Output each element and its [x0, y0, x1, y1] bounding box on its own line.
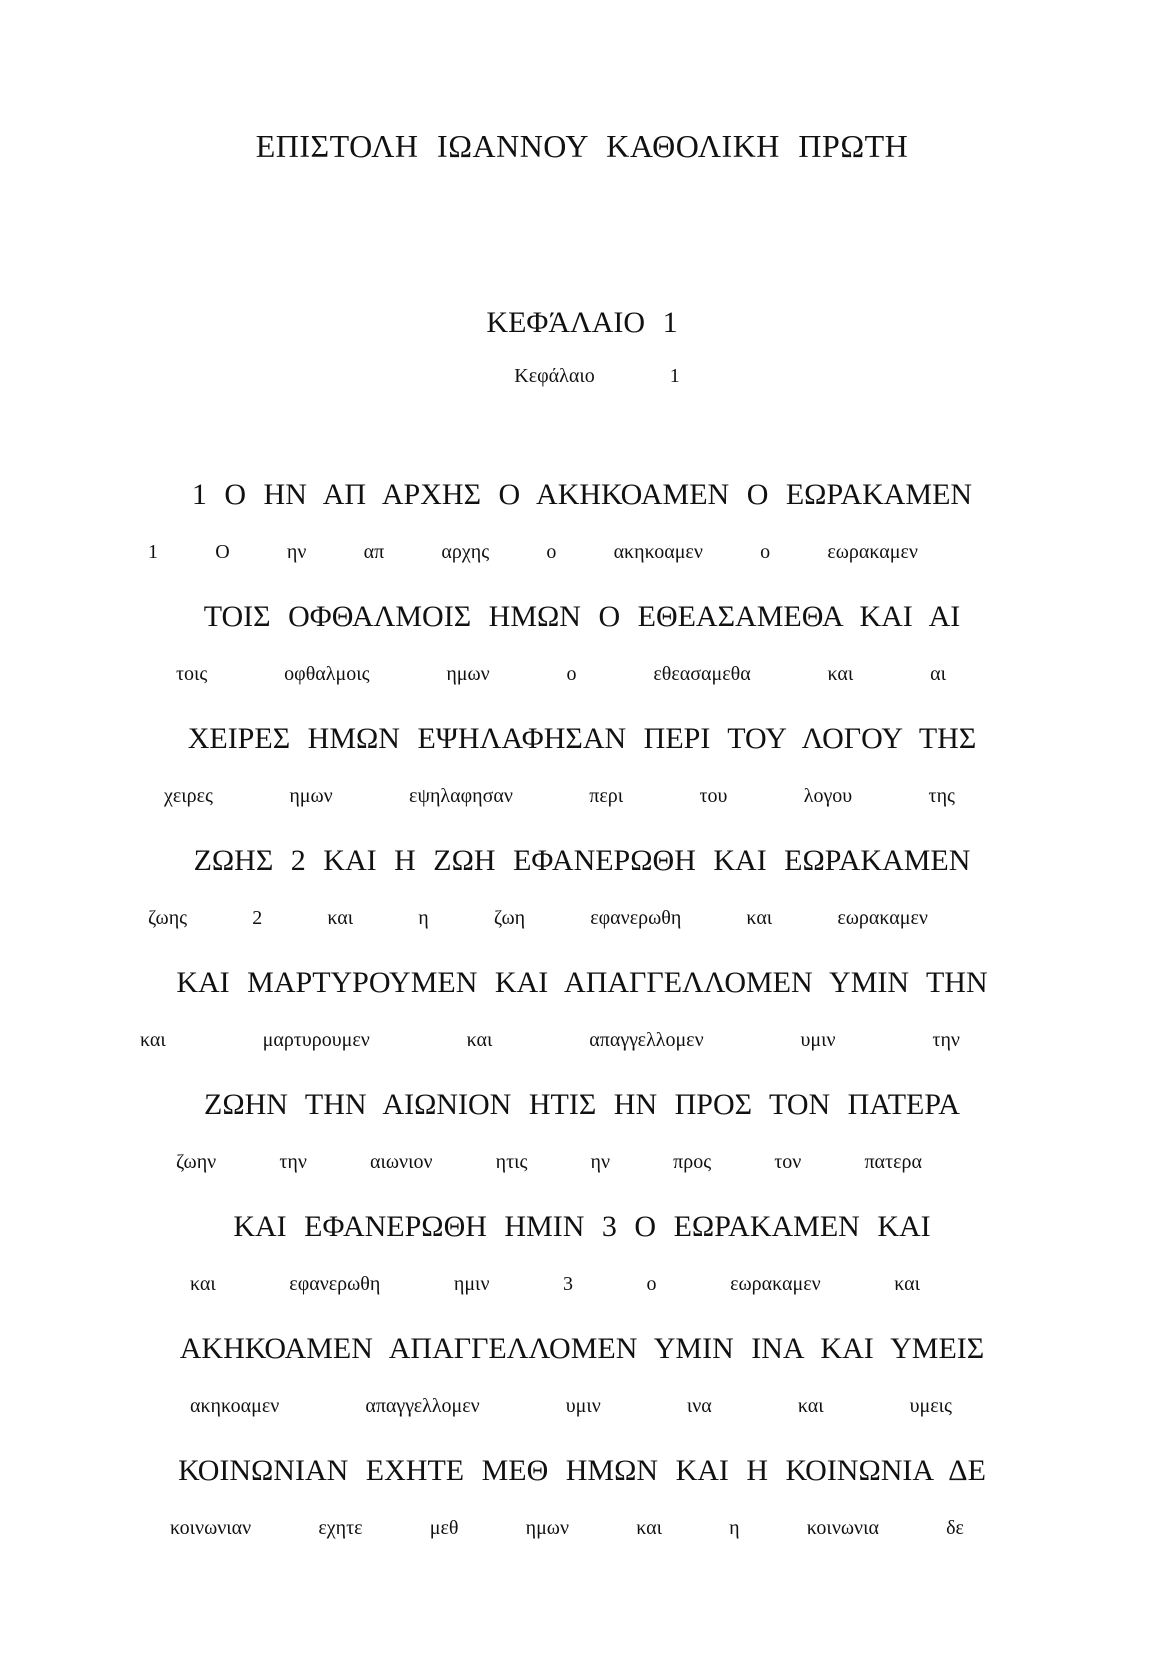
interlinear-word: της	[928, 784, 955, 807]
verse-line-pair	[0, 1210, 1164, 1332]
interlinear-word: και	[140, 1028, 166, 1051]
interlinear-word: ο	[646, 1272, 657, 1295]
interlinear-word: προς	[673, 1150, 712, 1173]
interlinear-word: λογου	[803, 784, 853, 807]
interlinear-word: τοις	[176, 662, 208, 685]
interlinear-word: εωρακαμεν	[827, 540, 918, 563]
lowercase-line	[190, 1264, 920, 1304]
interlinear-word: εφανερωθη	[289, 1272, 381, 1295]
uppercase-line: ΧΕΙΡΕΣ ΗΜΩΝ ΕΨΗΛΑΦΗΣΑΝ ΠΕΡΙ ΤΟΥ ΛΟΓΟΥ ΤΗΣ	[187, 722, 977, 755]
verse-line-pair	[0, 844, 1164, 966]
interlinear-word: οφθαλμοις	[284, 662, 370, 685]
lowercase-line	[140, 1020, 960, 1060]
interlinear-word: ο	[760, 540, 771, 563]
interlinear-word: πατερα	[864, 1150, 922, 1173]
interlinear-word: κοινωνιαν	[170, 1516, 252, 1539]
interlinear-word: η	[418, 906, 429, 929]
chapter-heading-uppercase: ΚΕΦΆΛΑΙΟ 1	[486, 306, 678, 339]
interlinear-word: ακηκοαμεν	[613, 540, 703, 563]
uppercase-line: ΚΑΙ ΜΑΡΤΥΡΟΥΜΕΝ ΚΑΙ ΑΠΑΓΓΕΛΛΟΜΕΝ ΥΜΙΝ ΤΗΝ	[176, 966, 988, 999]
interlinear-word: 3	[563, 1272, 574, 1295]
lowercase-line	[176, 654, 946, 694]
interlinear-word: ζωην	[176, 1150, 217, 1173]
interlinear-word: Ο	[215, 540, 230, 563]
interlinear-word: μαρτυρουμεν	[262, 1028, 370, 1051]
chapter-word: Κεφάλαιο	[514, 365, 595, 387]
interlinear-word: και	[894, 1272, 920, 1295]
interlinear-word: ημων	[289, 784, 333, 807]
interlinear-word: ην	[286, 540, 307, 563]
interlinear-word: εφανερωθη	[590, 906, 682, 929]
interlinear-word: ο	[546, 540, 557, 563]
interlinear-word: ημων	[525, 1516, 569, 1539]
interlinear-word: εψηλαφησαν	[409, 784, 513, 807]
interlinear-word: εωρακαμεν	[730, 1272, 821, 1295]
verse-line-pair	[0, 1088, 1164, 1210]
verse-line-pair	[0, 1454, 1164, 1576]
interlinear-word: 2	[252, 906, 263, 929]
interlinear-word: και	[190, 1272, 216, 1295]
interlinear-word: η	[729, 1516, 740, 1539]
uppercase-line: ΤΟΙΣ ΟΦΘΑΛΜΟΙΣ ΗΜΩΝ Ο ΕΘΕΑΣΑΜΕΘΑ ΚΑΙ ΑΙ	[203, 600, 961, 633]
uppercase-line: ΖΩΗΝ ΤΗΝ ΑΙΩΝΙΟΝ ΗΤΙΣ ΗΝ ΠΡΟΣ ΤΟΝ ΠΑΤΕΡΑ	[204, 1088, 960, 1121]
lowercase-line	[148, 898, 928, 938]
interlinear-word: την	[279, 1150, 307, 1173]
interlinear-word: ακηκοαμεν	[190, 1394, 280, 1417]
uppercase-line: ΚΑΙ ΕΦΑΝΕΡΩΘΗ ΗΜΙΝ 3 Ο ΕΩΡΑΚΑΜΕΝ ΚΑΙ	[233, 1210, 931, 1243]
interlinear-text	[0, 478, 1164, 1576]
interlinear-word: ινα	[686, 1394, 712, 1417]
interlinear-word: ημιν	[453, 1272, 490, 1295]
interlinear-word: αιωνιον	[370, 1150, 433, 1173]
lowercase-line	[176, 1142, 922, 1182]
interlinear-word: και	[636, 1516, 662, 1539]
interlinear-word: περι	[589, 784, 624, 807]
verse-line-pair	[0, 1332, 1164, 1454]
interlinear-word: απαγγελλομεν	[365, 1394, 480, 1417]
interlinear-word: αι	[930, 662, 946, 685]
lowercase-line	[170, 1508, 964, 1548]
interlinear-word: μεθ	[429, 1516, 459, 1539]
interlinear-word: και	[827, 662, 854, 685]
verse-line-pair	[0, 600, 1164, 722]
interlinear-word: 1	[148, 540, 158, 563]
interlinear-word: την	[932, 1028, 960, 1051]
interlinear-word: υμιν	[565, 1394, 601, 1417]
chapter-heading-lowercase	[0, 365, 1164, 388]
interlinear-word: και	[327, 906, 354, 929]
verse-line-pair	[0, 966, 1164, 1088]
lowercase-line	[190, 1386, 952, 1426]
interlinear-word: υμιν	[800, 1028, 836, 1051]
interlinear-word: δε	[946, 1516, 964, 1539]
chapter-number: 1	[669, 365, 680, 387]
interlinear-word: και	[746, 906, 773, 929]
interlinear-word: απαγγελλομεν	[589, 1028, 704, 1051]
interlinear-word: υμεις	[909, 1394, 952, 1417]
verse-line-pair	[0, 478, 1164, 600]
interlinear-word: αρχης	[441, 540, 490, 563]
lowercase-line	[164, 776, 955, 816]
verse-line-pair	[0, 722, 1164, 844]
interlinear-word: ην	[590, 1150, 611, 1173]
interlinear-word: εχητε	[318, 1516, 363, 1539]
lowercase-line	[148, 532, 918, 572]
epistle-title: ΕΠΙΣΤΟΛΗ ΙΩΑΝΝΟΥ ΚΑΘΟΛΙΚΗ ΠΡΩΤΗ	[255, 128, 909, 164]
interlinear-word: και	[466, 1028, 493, 1051]
uppercase-line: ΑΚΗΚΟΑΜΕΝ ΑΠΑΓΓΕΛΛΟΜΕΝ ΥΜΙΝ ΙΝΑ ΚΑΙ ΥΜΕΙΣ	[179, 1332, 985, 1365]
interlinear-word: του	[699, 784, 728, 807]
interlinear-word: ζωης	[148, 906, 188, 929]
interlinear-word: εωρακαμεν	[837, 906, 928, 929]
interlinear-word: ζωη	[493, 906, 526, 929]
interlinear-word: κοινωνια	[806, 1516, 879, 1539]
uppercase-line: ΖΩΗΣ 2 ΚΑΙ Η ΖΩΗ ΕΦΑΝΕΡΩΘΗ ΚΑΙ ΕΩΡΑΚΑΜΕΝ	[193, 844, 971, 877]
uppercase-line: ΚΟΙΝΩΝΙΑΝ ΕΧΗΤΕ ΜΕΘ ΗΜΩΝ ΚΑΙ Η ΚΟΙΝΩΝΙΑ ΔΕ	[178, 1454, 986, 1487]
interlinear-word: ητις	[495, 1150, 528, 1173]
interlinear-word: τον	[774, 1150, 802, 1173]
interlinear-word: χειρες	[164, 784, 213, 807]
interlinear-word: ο	[566, 662, 577, 685]
interlinear-word: απ	[363, 540, 385, 563]
interlinear-word: ημων	[446, 662, 490, 685]
uppercase-line: 1 Ο ΗΝ ΑΠ ΑΡΧΗΣ Ο ΑΚΗΚΟΑΜΕΝ Ο ΕΩΡΑΚΑΜΕΝ	[191, 478, 973, 511]
interlinear-word: και	[797, 1394, 824, 1417]
interlinear-word: εθεασαμεθα	[653, 662, 751, 685]
